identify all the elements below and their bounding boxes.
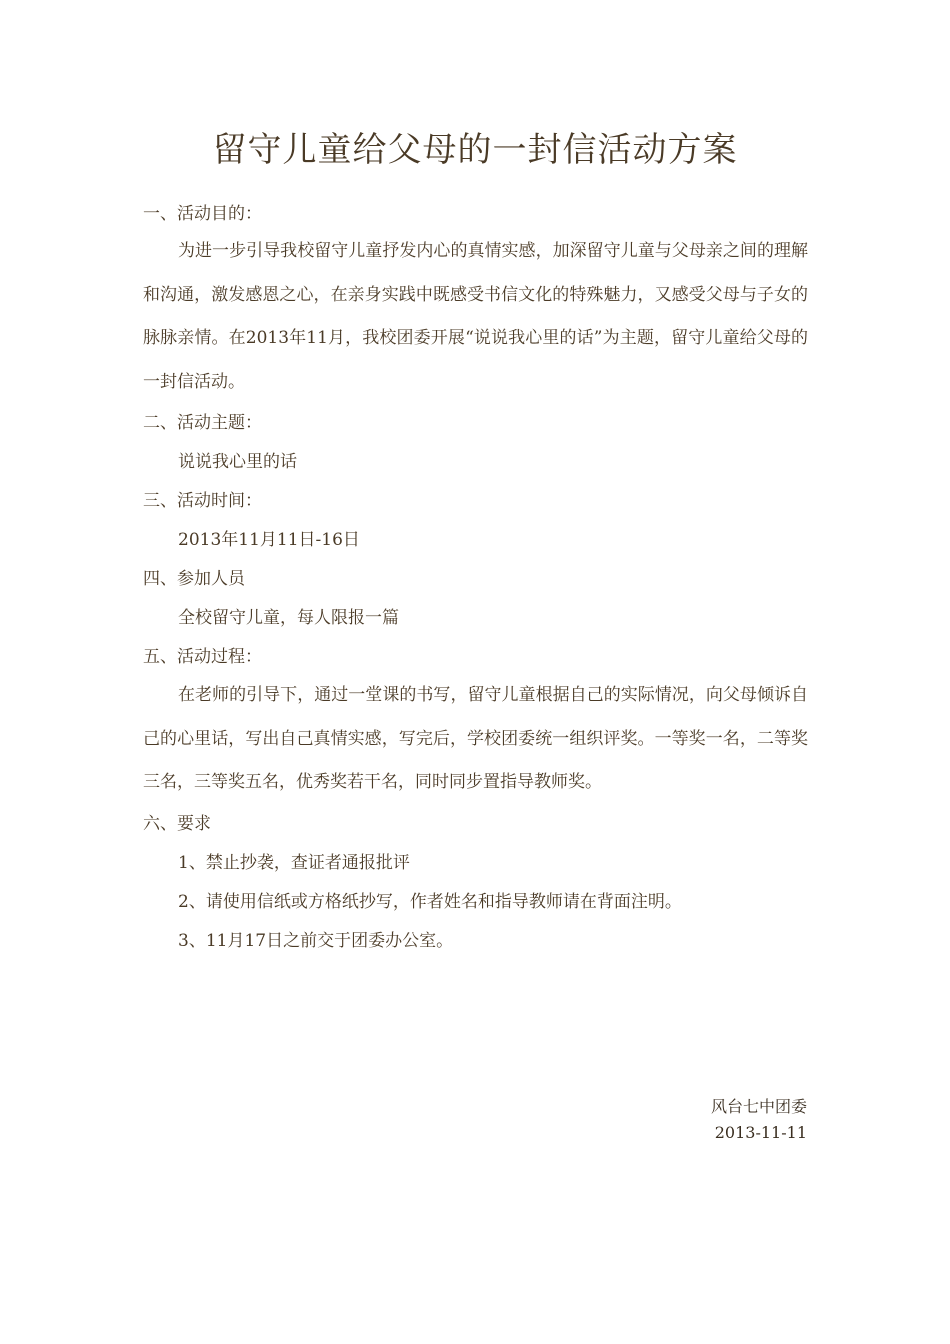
section-line-time: 2013年11月11日-16日 bbox=[178, 530, 360, 550]
section-heading-participants: 四、参加人员 bbox=[143, 569, 245, 589]
requirement-item: 3、11月17日之前交于团委办公室。 bbox=[178, 931, 454, 951]
section-paragraph-purpose: 为进一步引导我校留守儿童抒发内心的真情实感，加深留守儿童与父母亲之间的理解和沟通，激发感恩之心，在亲身实践中既感受书信文化的特殊魅力，又感受父母与子女的脉脉亲情。在2013年11月，我校团委开展“说说我心里的话”为主题，留守儿童给父母的一封信活动。 bbox=[143, 241, 808, 392]
document-title: 留守儿童给父母的一封信活动方案 bbox=[212, 130, 738, 170]
section-line-participants: 全校留守儿童，每人限报一篇 bbox=[178, 608, 399, 628]
section-line-theme: 说说我心里的话 bbox=[178, 452, 297, 472]
section-heading-purpose: 一、活动目的： bbox=[143, 204, 262, 224]
section-heading-time: 三、活动时间： bbox=[143, 491, 262, 511]
section-heading-theme: 二、活动主题： bbox=[143, 413, 262, 433]
section-heading-process: 五、活动过程： bbox=[143, 647, 262, 667]
requirement-item: 2、请使用信纸或方格纸抄写，作者姓名和指导教师请在背面注明。 bbox=[178, 892, 682, 912]
section-heading-requirements: 六、要求 bbox=[143, 814, 211, 834]
signature-date: 2013-11-11 bbox=[714, 1123, 807, 1142]
requirement-item: 1、禁止抄袭，查证者通报批评 bbox=[178, 853, 410, 873]
signature-org: 风台七中团委 bbox=[710, 1097, 807, 1116]
section-paragraph-process: 在老师的引导下，通过一堂课的书写，留守儿童根据自己的实际情况，向父母倾诉自己的心里话，写出自己真情实感，写完后，学校团委统一组织评奖。一等奖一名，二等奖三名，三等奖五名，优秀奖若干名，同时同步置指导教师奖。 bbox=[143, 685, 808, 792]
